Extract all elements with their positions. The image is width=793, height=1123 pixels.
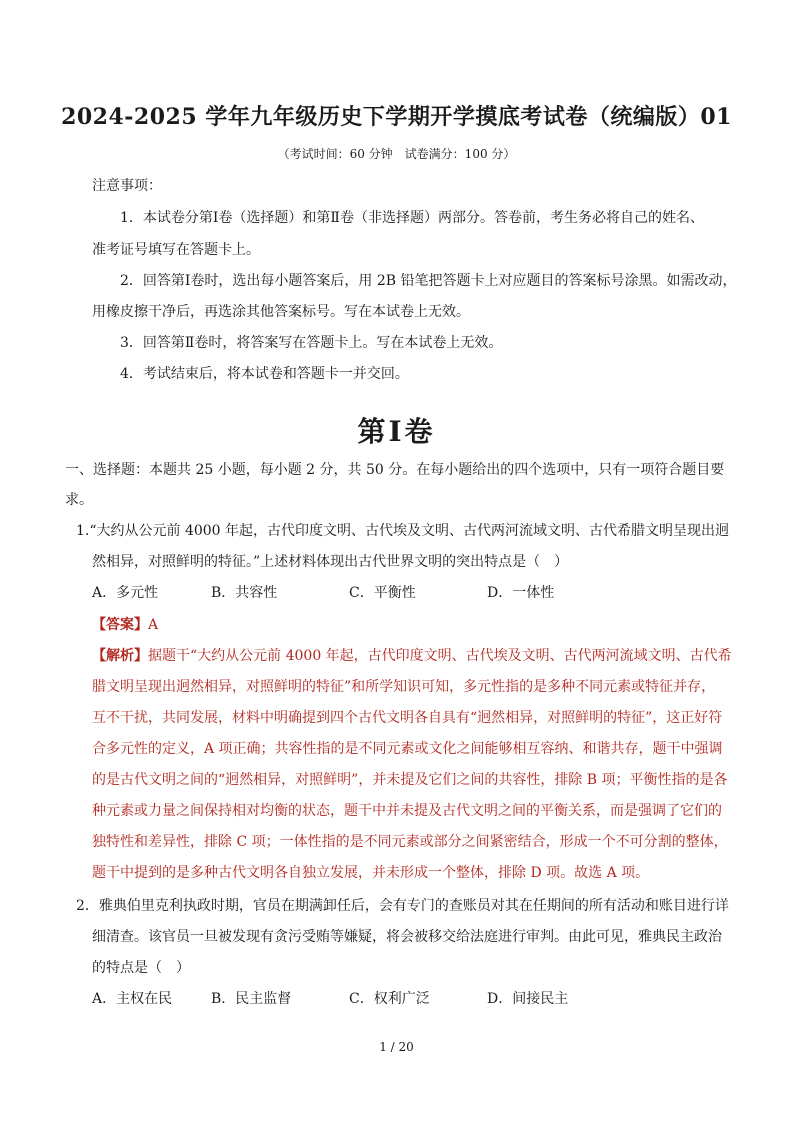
section-instruction-line-1: 一、选择题：本题共 25 小题，每小题 2 分，共 50 分。在每小题给出的四个选项中，只有一项符合题目要 [65, 462, 725, 478]
exam-title: 2024-2025 学年九年级历史下学期开学摸底考试卷（统编版）01 [61, 104, 732, 130]
q2-stem-line-1: 2．雅典伯里克利执政时期，官员在期满卸任后，会有专门的查账员对其在任期间的所有活动和账目进行详 [76, 898, 729, 914]
answer-tag: 【答案】 [92, 617, 148, 633]
q2-stem-line-2: 细清查。该官员一旦被发现有贪污受贿等嫌疑，将会被移交给法庭进行审判。由此可见，雅典民主政治 [92, 929, 722, 945]
q1-analysis-line-2: 腊文明呈现出迥然相异，对照鲜明的特征”和所学知识可知，多元性指的是多种不同元素或特征并存， [92, 679, 716, 695]
section-title: 第Ⅰ卷 [357, 415, 436, 448]
q2-option-c: C．权利广泛 [349, 991, 430, 1007]
notice-heading: 注意事项： [92, 178, 162, 194]
q1-analysis-line-3: 互不干扰，共同发展，材料中明确提到四个古代文明各自具有“迥然相异，对照鲜明的特征”，这正好符 [92, 710, 723, 726]
section-instruction-line-2: 求。 [65, 492, 93, 508]
q1-stem-line-1: 1.“大约从公元前 4000 年起，古代印度文明、古代埃及文明、古代两河流域文明、古代希腊文明呈现出迥 [76, 523, 730, 539]
notice-item-2-line-2: 用橡皮擦干净后，再选涂其他答案标号。写在本试卷上无效。 [92, 304, 470, 320]
analysis-tag: 【解析】 [92, 648, 148, 664]
q1-analysis-line-6: 种元素或力量之间保持相对均衡的状态，题干中并未提及古代文明之间的平衡关系，而是强调了它们的 [92, 803, 722, 819]
q1-analysis-line-1 [92, 646, 732, 666]
q1-analysis-line-8: 题干中提到的是多种古代文明各自独立发展，并未形成一个整体，排除 D 项。故选 A 项。 [92, 865, 650, 881]
notice-item-4: 4．考试结束后，将本试卷和答题卡一并交回。 [120, 366, 409, 382]
q1-option-c: C．平衡性 [349, 585, 416, 601]
q1-answer [92, 615, 158, 635]
exam-subtitle: （考试时间：60 分钟 试卷满分：100 分） [277, 147, 516, 161]
page-number: 1 / 20 [379, 1040, 414, 1054]
q2-option-a: A．主权在民 [92, 991, 173, 1007]
q2-option-d: D．间接民主 [487, 991, 569, 1007]
notice-item-1-line-2: 准考证号填写在答题卡上。 [92, 242, 260, 258]
q1-option-d: D．一体性 [487, 585, 555, 601]
q1-option-a: A．多元性 [92, 585, 159, 601]
analysis-text: 据题干“大约从公元前 4000 年起，古代印度文明、古代埃及文明、古代两河流域文明、古代希 [148, 648, 732, 664]
q1-analysis-line-7: 独特性和差异性，排除 C 项；一体性指的是不同元素或部分之间紧密结合，形成一个不可分割的整体， [92, 834, 728, 850]
notice-item-1-line-1: 1．本试卷分第Ⅰ卷（选择题）和第Ⅱ卷（非选择题）两部分。答卷前，考生务必将自己的姓名、 [120, 210, 704, 226]
q1-analysis-line-5: 的是古代文明之间的“迥然相异，对照鲜明”，并未提及它们之间的共容性，排除 B 项；平衡性指的是各 [92, 772, 728, 788]
q2-option-b: B．民主监督 [211, 991, 292, 1007]
q1-stem-line-2: 然相异，对照鲜明的特征。”上述材料体现出古代世界文明的突出特点是（ ） [92, 554, 569, 570]
q1-option-b: B．共容性 [211, 585, 278, 601]
answer-value: A [148, 617, 159, 633]
notice-item-3: 3．回答第Ⅱ卷时，将答案写在答题卡上。写在本试卷上无效。 [120, 335, 503, 351]
q1-analysis-line-4: 合多元性的定义，A 项正确；共容性指的是不同元素或文化之间能够相互容纳、和谐共存，题干中强调 [92, 741, 723, 757]
notice-item-2-line-1: 2．回答第Ⅰ卷时，选出每小题答案后，用 2B 铅笔把答题卡上对应题目的答案标号涂黑。如需改动， [120, 273, 737, 289]
q2-stem-line-3: 的特点是（ ） [92, 960, 190, 976]
